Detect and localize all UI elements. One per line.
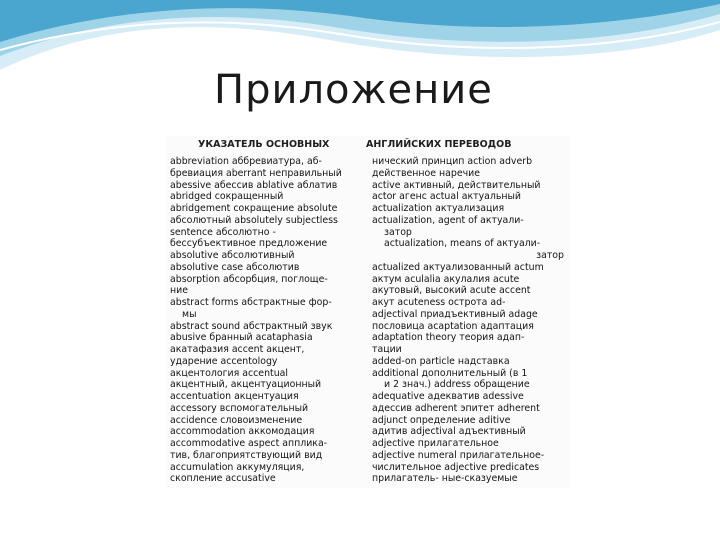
dictionary-line: ударение accentology xyxy=(170,355,278,367)
dictionary-line: accidence словоизменение xyxy=(170,414,303,426)
scanned-dictionary-page xyxy=(166,136,570,488)
dictionary-line: actor агенс actual актуальный xyxy=(372,191,521,203)
dictionary-line: adjectival приадъективный adage xyxy=(372,308,538,320)
dictionary-line: ние xyxy=(170,285,188,297)
right-column xyxy=(372,156,568,485)
dictionary-line: акутовый, высокий acute accent xyxy=(372,285,531,297)
dictionary-line: accentuation акцентуация xyxy=(170,391,299,402)
dictionary-line: actualization, means of актуали- xyxy=(384,238,541,250)
slide-title: Приложение xyxy=(214,67,493,113)
dictionary-line: abridged сокращенный xyxy=(170,191,284,203)
dictionary-line: accommodative aspect апплика- xyxy=(170,438,328,449)
index-header-left: УКАЗАТЕЛЬ ОСНОВНЫХ xyxy=(198,139,330,150)
dictionary-line: адессив adherent эпитет adherent xyxy=(372,402,540,414)
dictionary-line: abbreviation аббревиатура, аб- xyxy=(170,156,322,167)
dictionary-line: accessory вспомогательный xyxy=(170,402,309,414)
dictionary-line: adjective numeral прилагательное- xyxy=(372,449,545,461)
dictionary-line: акцентный, акцентуационный xyxy=(170,379,322,391)
dictionary-line: abessive абессив ablative аблатив xyxy=(170,179,338,191)
dictionary-line: abusive бранный acataphasia xyxy=(170,332,313,344)
dictionary-line: адитив adjectival адъективный xyxy=(372,426,526,438)
dictionary-line: акцентология accentual xyxy=(170,367,288,379)
dictionary-line: accumulation аккумуляция, xyxy=(170,461,305,473)
dictionary-line: акут acuteness острота ad- xyxy=(372,297,506,308)
dictionary-line: actualized актуализованный actum xyxy=(372,261,544,273)
dictionary-line: active активный, действительный xyxy=(372,179,541,191)
dictionary-line: и 2 знач.) address обращение xyxy=(384,379,530,391)
dictionary-line: adjective прилагательное xyxy=(372,438,499,449)
left-column xyxy=(170,156,366,485)
index-header xyxy=(166,139,570,153)
dictionary-line: актум aculalia акулалия acute xyxy=(372,273,520,285)
dictionary-line: absolutive абсолютивный xyxy=(170,250,295,261)
dictionary-line: мы xyxy=(182,308,197,320)
dictionary-line: adjunct определение aditive xyxy=(372,414,511,426)
dictionary-line: actualization актуализация xyxy=(372,203,505,214)
dictionary-line: accommodation аккомодация xyxy=(170,426,315,438)
dictionary-line: abstract sound абстрактный звук xyxy=(170,320,333,332)
dictionary-line: тации xyxy=(372,344,402,355)
dictionary-line: absorption абсорбция, поглоще- xyxy=(170,273,328,285)
dictionary-line: abstract forms абстрактные фор- xyxy=(170,297,332,308)
dictionary-line: тив, благоприятствующий вид xyxy=(170,449,323,461)
dictionary-line: действенное наречие xyxy=(372,167,480,179)
dictionary-line: abridgement сокращение absolute xyxy=(170,203,338,214)
dictionary-line: absolutive case абсолютив xyxy=(170,261,300,273)
dictionary-line: затор xyxy=(384,226,412,238)
dictionary-line: акатафазия accent акцент, xyxy=(170,344,305,355)
dictionary-line: adaptation theory теория адап- xyxy=(372,332,525,344)
dictionary-line: нический принцип action adverb xyxy=(372,156,533,167)
dictionary-line: added-on particle надставка xyxy=(372,355,510,367)
dictionary-line: прилагатель- ные-сказуемые xyxy=(372,473,518,485)
dictionary-line: бессубъективное предложение xyxy=(170,238,328,250)
dictionary-line: sentence абсолютно - xyxy=(170,226,276,238)
dictionary-line: adequative адекватив adessive xyxy=(372,391,524,402)
dictionary-line: actualization, agent of актуали- xyxy=(372,214,524,226)
dictionary-line: additional дополнительный (в 1 xyxy=(372,367,528,379)
dictionary-line: числительное adjective predicates xyxy=(372,461,540,473)
dictionary-line: абсолютный absolutely subjectless xyxy=(170,214,338,226)
index-header-right: АНГЛИЙСКИХ ПЕРЕВОДОВ xyxy=(366,139,512,150)
dictionary-line: бревиация aberrant неправильный xyxy=(170,167,342,179)
dictionary-line: скопление accusative xyxy=(170,473,276,485)
dictionary-line: пословица acaptation адаптация xyxy=(372,320,534,332)
dictionary-line: затор xyxy=(536,250,564,261)
